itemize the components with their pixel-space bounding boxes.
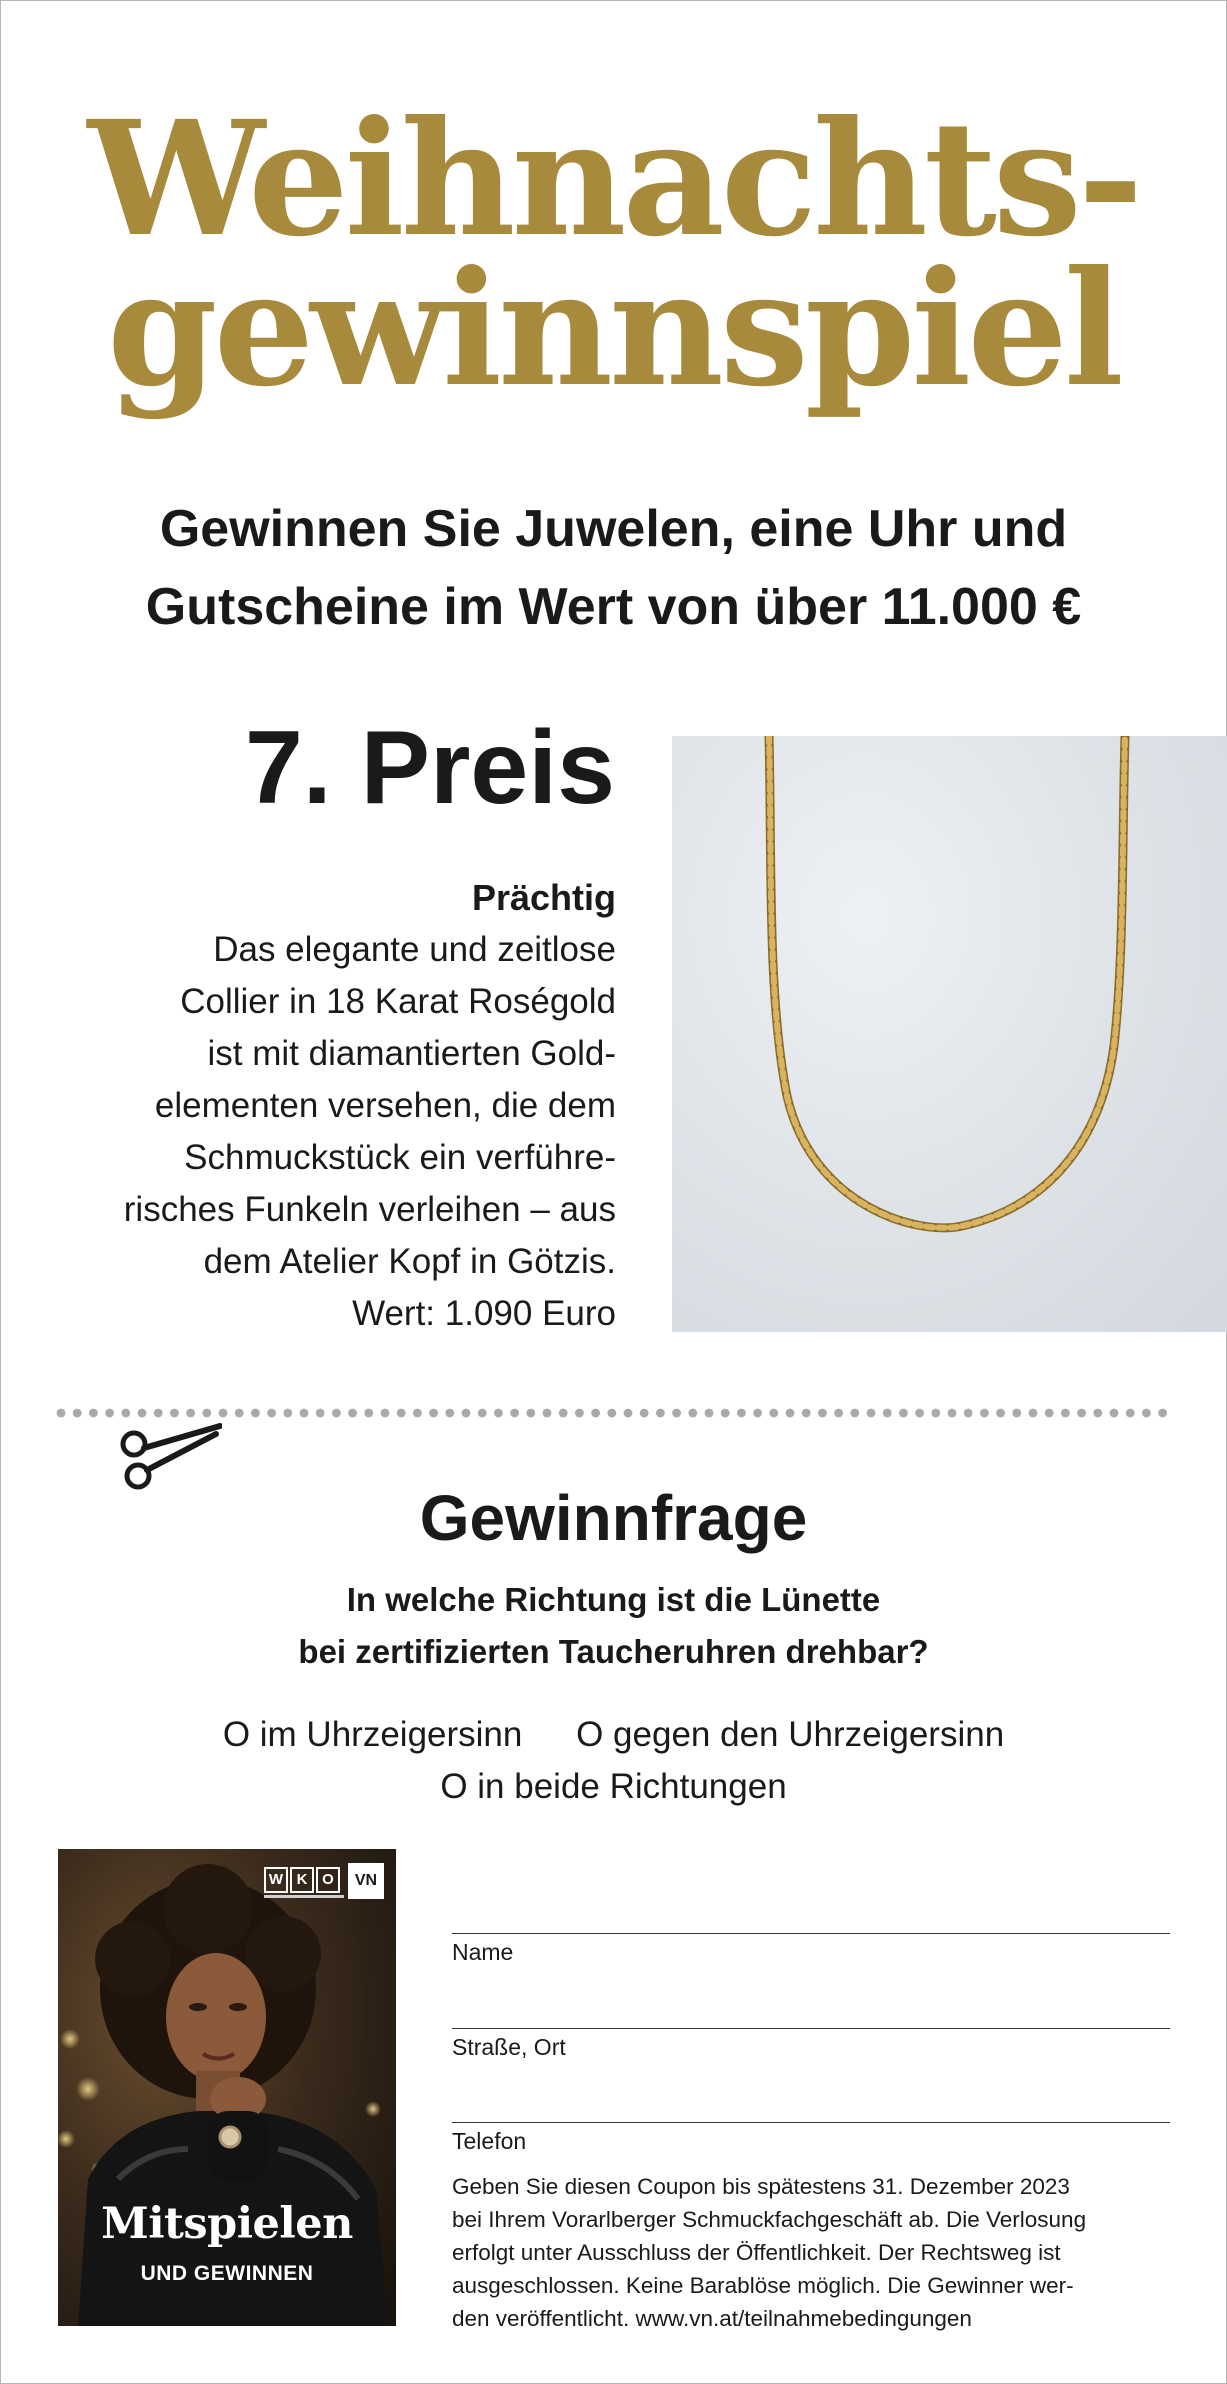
cut-line-dot: [834, 1409, 843, 1418]
cover-title: Mitspielen: [101, 2199, 353, 2249]
cut-line-dot: [1061, 1409, 1070, 1418]
cover-subtitle: UND GEWINNEN: [140, 2262, 314, 2285]
cut-line-dot: [1110, 1409, 1119, 1418]
cut-line-dot: [381, 1409, 390, 1418]
disclaimer-line: erfolgt unter Ausschluss der Öffentlichkeit. Der Rechtsweg ist: [452, 2240, 1061, 2265]
answer-option-both[interactable]: O in beide Richtungen: [440, 1767, 787, 1806]
cut-line-dot: [1029, 1409, 1038, 1418]
cut-line-dot: [121, 1409, 130, 1418]
cut-line-dot: [883, 1409, 892, 1418]
cut-line-dot: [688, 1409, 697, 1418]
disclaimer: [452, 2170, 1172, 2335]
cut-line-dot: [591, 1409, 600, 1418]
cut-line-dot: [413, 1409, 422, 1418]
cut-line-dot: [915, 1409, 924, 1418]
cut-line-dot: [251, 1409, 260, 1418]
cut-line-dot: [575, 1409, 584, 1418]
cut-line-dot: [267, 1409, 276, 1418]
answer-options: [0, 1709, 1227, 1813]
cut-line-dot: [478, 1409, 487, 1418]
disclaimer-line: Geben Sie diesen Coupon bis spätestens 31. Dezember 2023: [452, 2174, 1070, 2199]
phone-field-label: Telefon: [452, 2128, 527, 2154]
cut-line-dot: [186, 1409, 195, 1418]
cut-line-dot: [753, 1409, 762, 1418]
cut-line-dot: [170, 1409, 179, 1418]
cut-line-dot: [1126, 1409, 1135, 1418]
cut-line-dot: [964, 1409, 973, 1418]
cut-line-dot: [283, 1409, 292, 1418]
disclaimer-line: ausgeschlossen. Keine Barablöse möglich. Die Gewinner wer-: [452, 2273, 1074, 2298]
cut-line-dot: [802, 1409, 811, 1418]
headline-line-1: Weihnachts-: [87, 87, 1140, 272]
cut-line-dot: [316, 1409, 325, 1418]
address-field-line[interactable]: [452, 2028, 1170, 2029]
cut-line: [55, 1406, 1170, 1420]
cut-line-dot: [332, 1409, 341, 1418]
cut-line-dot: [543, 1409, 552, 1418]
cut-line-dot: [300, 1409, 309, 1418]
prize-description-line: ist mit diamantierten Gold-: [207, 1034, 616, 1073]
cut-line-dot: [105, 1409, 114, 1418]
disclaimer-line: bei Ihrem Vorarlberger Schmuckfachgeschäft ab. Die Verlosung: [452, 2207, 1087, 2232]
prize-title: 7. Preis: [244, 710, 615, 826]
cut-line-dot: [364, 1409, 373, 1418]
cut-line-dot: [996, 1409, 1005, 1418]
question-text: [0, 1574, 1227, 1678]
cut-line-dot: [737, 1409, 746, 1418]
cut-line-dot: [850, 1409, 859, 1418]
cut-line-dot: [138, 1409, 147, 1418]
cut-line-dot: [462, 1409, 471, 1418]
cut-line-dot: [640, 1409, 649, 1418]
prize-name: Prächtig: [471, 877, 616, 918]
cut-line-dot: [73, 1409, 82, 1418]
cover-photo: [58, 1849, 396, 2326]
subheadline-line-2: Gutscheine im Wert von über 11.000 €: [145, 578, 1082, 636]
cut-line-dot: [57, 1409, 66, 1418]
cut-line-dot: [1077, 1409, 1086, 1418]
wko-logo: W K O: [264, 1867, 340, 1891]
cut-line-dot: [1045, 1409, 1054, 1418]
cut-line-dot: [559, 1409, 568, 1418]
cut-line-dot: [899, 1409, 908, 1418]
vn-logo: VN: [348, 1863, 384, 1899]
cut-line-dot: [510, 1409, 519, 1418]
necklace-photo: [672, 736, 1227, 1332]
cut-line-dot: [429, 1409, 438, 1418]
cut-line-dot: [154, 1409, 163, 1418]
disclaimer-line: den veröffentlicht. www.vn.at/teilnahmebedingungen: [452, 2306, 972, 2331]
subheadline-line-1: Gewinnen Sie Juwelen, eine Uhr und: [159, 500, 1068, 558]
prize-description: [76, 872, 616, 1340]
cut-line-dot: [721, 1409, 730, 1418]
cut-line-dot: [867, 1409, 876, 1418]
cut-line-dot: [494, 1409, 503, 1418]
headline-line-2: gewinnspiel: [107, 237, 1120, 422]
answer-option-clockwise[interactable]: O im Uhrzeigersinn: [222, 1715, 523, 1754]
answer-option-counterclockwise[interactable]: O gegen den Uhrzeigersinn: [576, 1715, 1005, 1754]
cut-line-dot: [1012, 1409, 1021, 1418]
cut-line-dot: [1093, 1409, 1102, 1418]
cut-line-dot: [235, 1409, 244, 1418]
cut-line-dot: [219, 1409, 228, 1418]
question-line-1: In welche Richtung ist die Lünette: [346, 1581, 881, 1618]
prize-description-line: Collier in 18 Karat Roségold: [180, 982, 616, 1021]
question-title: Gewinnfrage: [419, 1482, 808, 1554]
subheadline: [0, 490, 1227, 646]
cut-line-dot: [526, 1409, 535, 1418]
phone-field-line[interactable]: [452, 2122, 1170, 2123]
cut-line-dot: [1158, 1409, 1167, 1418]
question-line-2: bei zertifizierten Taucheruhren drehbar?: [298, 1633, 929, 1670]
name-field-label: Name: [452, 1939, 514, 1965]
cut-line-dot: [769, 1409, 778, 1418]
cut-line-dot: [656, 1409, 665, 1418]
prize-description-line: dem Atelier Kopf in Götzis.: [203, 1242, 616, 1281]
cut-line-dot: [624, 1409, 633, 1418]
magazine-cover: [58, 1849, 396, 2326]
prize-value: Wert: 1.090 Euro: [352, 1294, 616, 1333]
cut-line-dot: [445, 1409, 454, 1418]
cut-line-dot: [818, 1409, 827, 1418]
cut-line-dot: [202, 1409, 211, 1418]
cut-line-dot: [672, 1409, 681, 1418]
cut-line-dot: [931, 1409, 940, 1418]
cut-line-dot: [89, 1409, 98, 1418]
cut-line-dot: [1142, 1409, 1151, 1418]
cut-line-dot: [397, 1409, 406, 1418]
cut-line-dot: [980, 1409, 989, 1418]
prize-description-line: Schmuckstück ein verführe-: [184, 1138, 616, 1177]
wko-logo-subline: [264, 1895, 344, 1898]
cut-line-dot: [786, 1409, 795, 1418]
cut-line-dot: [705, 1409, 714, 1418]
address-field-label: Straße, Ort: [452, 2034, 566, 2060]
cut-line-dot: [348, 1409, 357, 1418]
prize-description-line: elementen versehen, die dem: [154, 1086, 616, 1125]
cut-line-dot: [607, 1409, 616, 1418]
necklace-chain-image: [672, 736, 1227, 1332]
name-field-line[interactable]: [452, 1933, 1170, 1934]
prize-description-line: Das elegante und zeitlose: [213, 930, 616, 969]
cut-line-dot: [948, 1409, 957, 1418]
prize-description-line: risches Funkeln verleihen – aus: [123, 1190, 616, 1229]
